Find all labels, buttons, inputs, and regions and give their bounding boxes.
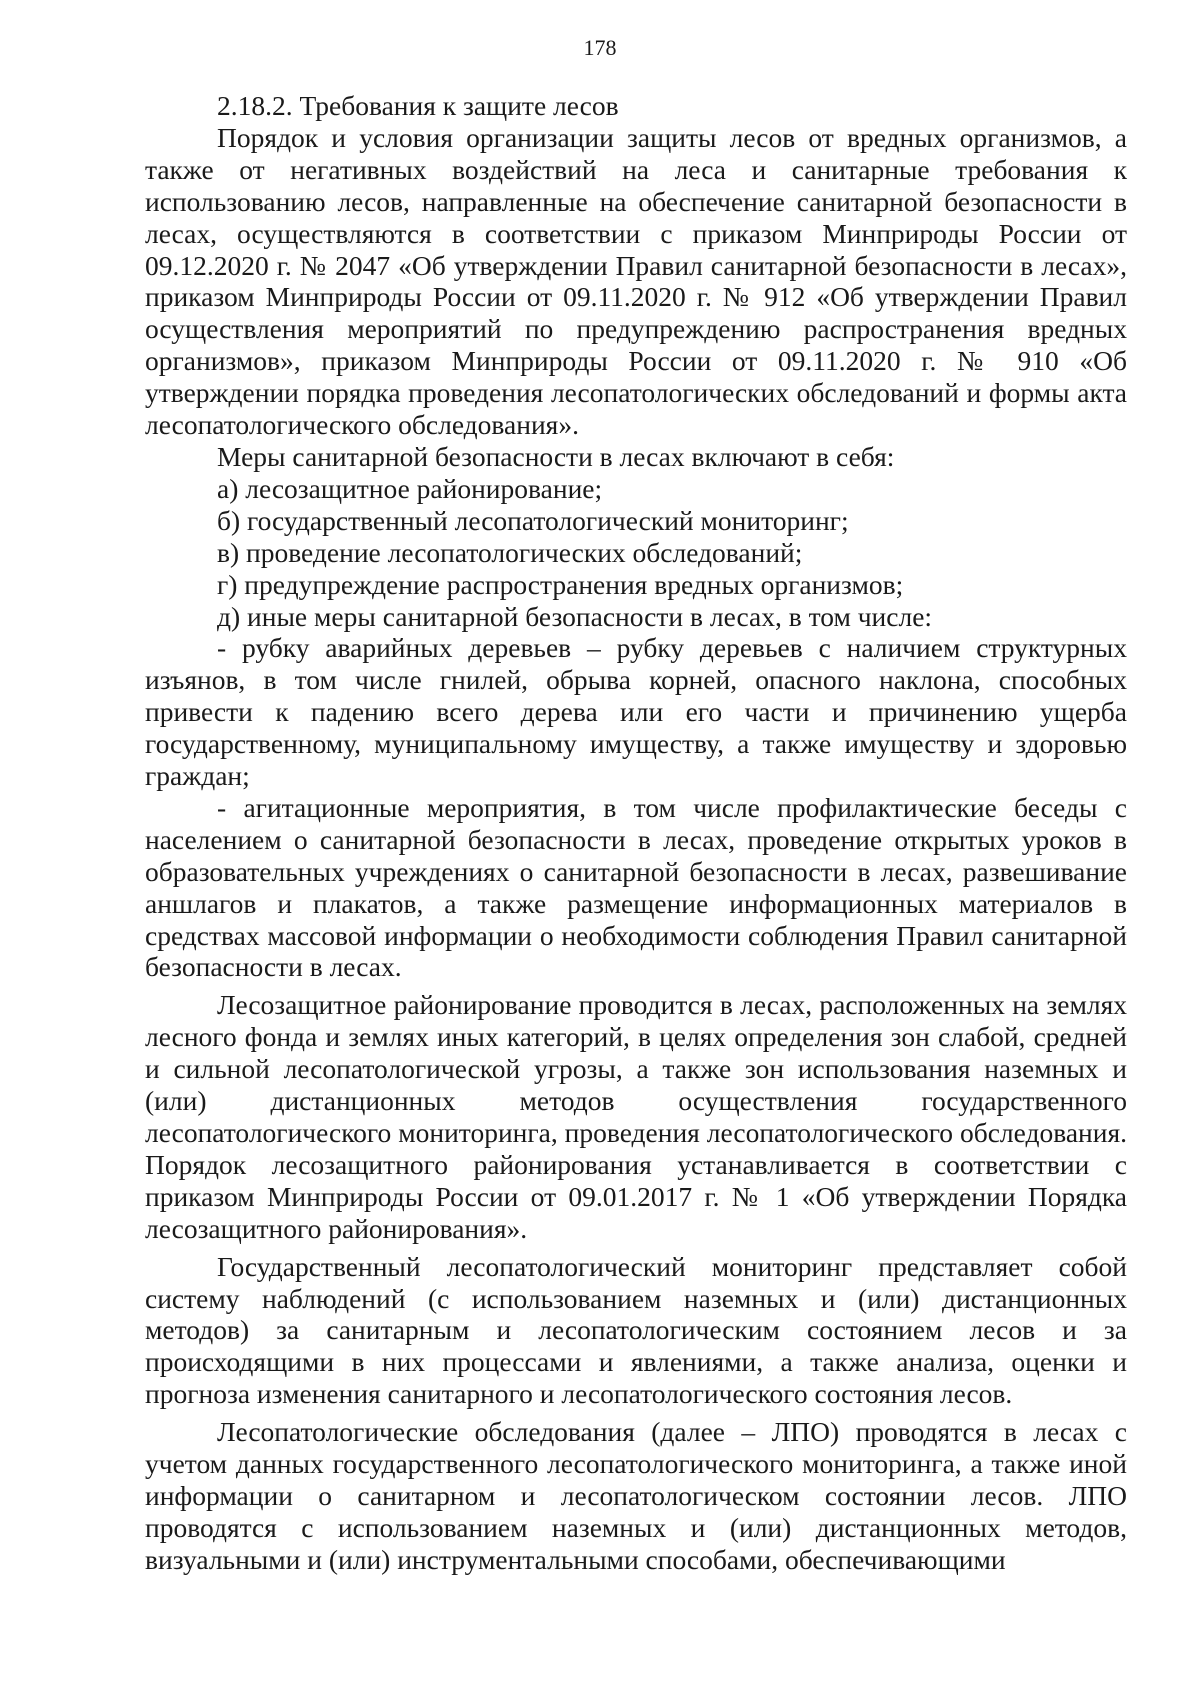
section-heading: 2.18.2. Требования к защите лесов: [217, 90, 619, 121]
paragraph-monitoring: Государственный лесопатологический мониторинг представляет собой систему наблюдений (с использованием наземных и (или) дистанционных методов) за санитарным и лесопатологическим состоянием лесов и за происходящими в них процессами и явлениями, а также анализа, оценки и прогноза изменения санитарного и лесопатологического состояния лесов.: [145, 1250, 1127, 1410]
list-item: б) государственный лесопатологический мониторинг;: [217, 504, 849, 536]
list-item: в) проведение лесопатологических обследований;: [217, 536, 803, 568]
measures-intro: Меры санитарной безопасности в лесах включают в себя:: [217, 440, 895, 472]
paragraph-legal-basis: Порядок и условия организации защиты лесов от вредных организмов, а также от негативных воздействий на леса и санитарные требования к использованию лесов, направленные на обеспечение санитарной безопасности в лесах, осуществляются в соответствии с приказом Минприроды России от 09.12.2020 г. № 2047 «Об утверждении Правил санитарной безопасности в лесах», приказом Минприроды России от 09.11.2020 г. № 912 «Об утверждении Правил осуществления мероприятий по предупреждению распространения вредных организмов», приказом Минприроды России от 09.11.2020 г. № 910 «Об утверждении порядка проведения лесопатологических обследований и формы акта лесопатологического обследования».: [145, 121, 1127, 441]
list-item: г) предупреждение распространения вредных организмов;: [217, 568, 904, 600]
document-body: [145, 90, 1127, 1576]
dash-item-campaign-measures: - агитационные мероприятия, в том числе профилактические беседы с населением о санитарной безопасности в лесах, проведение открытых уроков в образовательных учреждениях о санитарной безопасности в лесах, развешивание аншлагов и плакатов, а также размещение информационных материалов в средствах массовой информации о необходимости соблюдения Правил санитарной безопасности в лесах.: [145, 791, 1127, 983]
paragraph-zoning: Лесозащитное районирование проводится в лесах, расположенных на землях лесного фонда и землях иных категорий, в целях определения зон слабой, средней и сильной лесопатологической угрозы, а также зон использования наземных и (или) дистанционных методов осуществления государственного лесопатологического мониторинга, проведения лесопатологического обследования. Порядок лесозащитного районирования устанавливается в соответствии с приказом Минприроды России от 09.01.2017 г. № 1 «Об утверждении Порядка лесозащитного районирования».: [145, 989, 1127, 1244]
list-item: д) иные меры санитарной безопасности в лесах, в том числе:: [217, 600, 933, 632]
page-number: 178: [583, 35, 617, 60]
dash-item-emergency-trees: - рубку аварийных деревьев – рубку деревьев с наличием структурных изъянов, в том числе гнилей, обрыва корней, опасного наклона, способных привести к падению всего дерева или его части и причинению ущерба государственному, муниципальному имуществу, а также имуществу и здоровью граждан;: [145, 632, 1127, 792]
paragraph-surveys: Лесопатологические обследования (далее – ЛПО) проводятся в лесах с учетом данных государственного лесопатологического мониторинга, а также иной информации о санитарном и лесопатологическом состоянии лесов. ЛПО проводятся с использованием наземных и (или) дистанционных методов, визуальными и (или) инструментальными способами, обеспечивающими: [145, 1416, 1127, 1575]
list-item: а) лесозащитное районирование;: [217, 472, 603, 504]
